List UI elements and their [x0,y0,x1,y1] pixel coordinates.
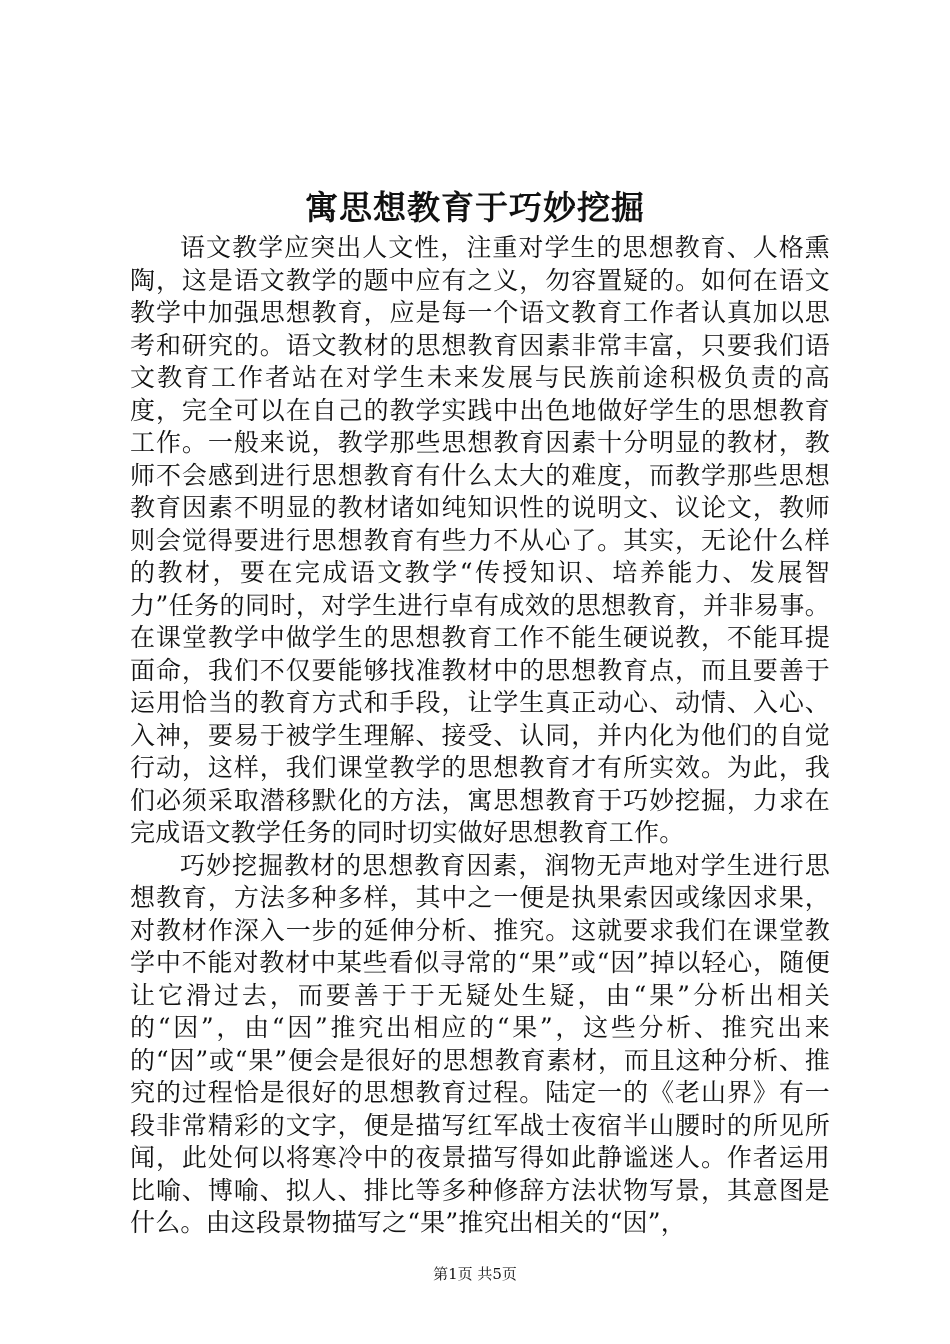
page-footer: 第1页 共5页 [433,1265,517,1283]
paragraph-1: 语文教学应突出人文性，注重对学生的思想教育、人格熏陶，这是语文教学的题中应有之义，勿容置疑的。如何在语文教学中加强思想教育，应是每一个语文教育工作者认真加以思考和研究的。语文教材的思想教育因素非常丰富，只要我们语文教育工作者站在对学生未来发展与民族前途积极负责的高度，完全可以在自己的教学实践中出色地做好学生的思想教育工作。一般来说，教学那些思想教育因素十分明显的教材，教师不会感到进行思想教育有什么太大的难度，而教学那些思想教育因素不明显的教材诸如纯知识性的说明文、议论文，教师则会觉得要进行思想教育有些力不从心了。其实，无论什么样的教材，要在完成语文教学“传授知识、培养能力、发展智力”任务的同时，对学生进行卓有成效的思想教育，并非易事。在课堂教学中做学生的思想教育工作不能生硬说教，不能耳提面命，我们不仅要能够找准教材中的思想教育点，而且要善于运用恰当的教育方式和手段，让学生真正动心、动情、入心、入神，要易于被学生理解、接受、认同，并内化为他们的自觉行动，这样，我们课堂教学的思想教育才有所实效。为此，我们必须采取潜移默化的方法，寓思想教育于巧妙挖掘，力求在完成语文教学任务的同时切实做好思想教育工作。 [130,233,830,847]
document-title: 寓思想教育于巧妙挖掘 [305,188,645,227]
document-body [130,232,830,1240]
paragraph-2: 巧妙挖掘教材的思想教育因素，润物无声地对学生进行思想教育，方法多种多样，其中之一便是执果索因或缘因求果，对教材作深入一步的延伸分析、推究。这就要求我们在课堂教学中不能对教材中某些看似寻常的“果”或“因”掉以轻心，随便让它滑过去，而要善于于无疑处生疑，由“果”分析出相关的“因”，由“因”推究出相应的“果”，这些分析、推究出来的“因”或“果”便会是很好的思想教育素材，而且这种分析、推究的过程恰是很好的思想教育过程。陆定一的《老山界》有一段非常精彩的文字，便是描写红军战士夜宿半山腰时的所见所闻，此处何以将寒冷中的夜景描写得如此静谧迷人。作者运用比喻、博喻、拟人、排比等多种修辞方法状物写景，其意图是什么。由这段景物描写之“果”推究出相关的“因”， [130,850,830,1237]
